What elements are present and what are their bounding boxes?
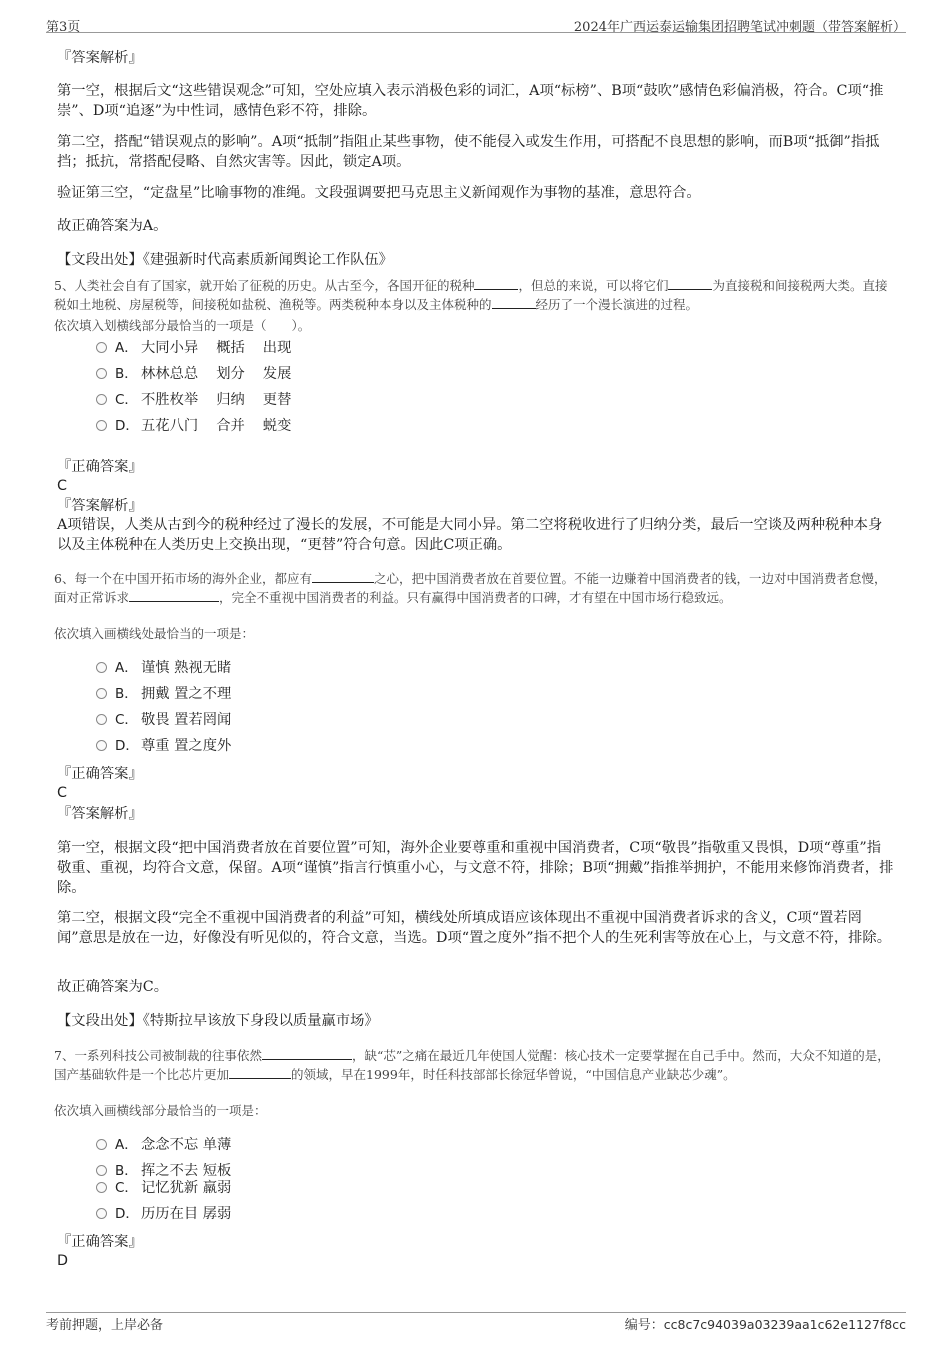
q6-blank-1 — [312, 570, 374, 583]
radio-icon[interactable] — [96, 688, 107, 699]
q5-analysis-label: 『答案解析』 — [57, 498, 143, 514]
q4-analysis-para-2: 第二空，搭配“错误观点的影响”。A项“抵制”指阻止某些事物，使不能侵入或发生作用，可搭配不良思想的影响，而B项“抵御”指抵挡；抵抗，常搭配侵略、自然灾害等。因此，锁定A项。 — [57, 134, 880, 170]
q6-option-c[interactable]: C． 敬畏 置若罔闻 — [96, 710, 231, 730]
q5-analysis: A项错误，人类从古到今的税种经过了漫长的发展，不可能是大同小异。第二空将税收进行了归纳分类，最后一空谈及两种税种本身以及主体税种在人类历史上交换出现，“更替”符合句意。因此C项正确。 — [57, 517, 883, 553]
q6-blank-2 — [129, 589, 219, 602]
page-number: 第3页 — [46, 20, 81, 35]
radio-icon[interactable] — [96, 342, 107, 353]
document-code: 编号：cc8c7c94039a03239aa1c62e1127f8cc — [624, 1317, 906, 1333]
header-divider — [46, 32, 906, 33]
q6-stem: 依次填入画横线处最恰当的一项是： — [54, 626, 255, 641]
q4-analysis-label: 『答案解析』 — [57, 50, 143, 66]
q5-blank-3 — [492, 296, 536, 309]
q5-option-d[interactable]: D． 五花八门 合并 蜕变 — [96, 416, 309, 436]
q7-blank-1 — [262, 1047, 352, 1060]
q4-analysis-para-3: 验证第三空，“定盘星”比喻事物的准绳。文段强调要把马克思主义新闻观作为事物的基准，意思符合。 — [57, 185, 701, 201]
footer-slogan: 考前押题，上岸必备 — [46, 1318, 164, 1333]
q4-analysis-para-1: 第一空，根据后文“这些错误观念”可知，空处应填入表示消极色彩的词汇，A项“标榜”、B项“鼓吹”感情色彩偏消极，符合。C项“推崇”、D项“追逐”为中性词，感情色彩不符，排除。 — [57, 83, 884, 119]
q5-blank-1 — [474, 277, 518, 290]
q4-source: 【文段出处】《建强新时代高素质新闻舆论工作队伍》 — [57, 252, 393, 268]
q6-analysis-para-2: 第二空，根据文段“完全不重视中国消费者的利益”可知，横线处所填成语应该体现出不重视中国消费者诉求的含义，C项“置若罔闻”意思是放在一边，好像没有听见似的，符合文意，当选。D项“置之度外”指不把个人的生死利害等放在心上，与文意不符，排除。 — [57, 910, 892, 946]
radio-icon[interactable] — [96, 740, 107, 751]
q5-correct-label: 『正确答案』 — [57, 459, 143, 475]
radio-icon[interactable] — [96, 368, 107, 379]
q7-option-c[interactable]: C． 记忆犹新 羸弱 — [96, 1178, 231, 1198]
q6-correct-label: 『正确答案』 — [57, 766, 143, 782]
q6-source: 【文段出处】《特斯拉早该放下身段以质量赢市场》 — [57, 1013, 379, 1029]
document-title: 2024年广西运泰运输集团招聘笔试冲刺题（带答案解析） — [573, 20, 906, 35]
q7-option-d[interactable]: D． 历历在目 孱弱 — [96, 1204, 231, 1224]
radio-icon[interactable] — [96, 662, 107, 673]
radio-icon[interactable] — [96, 394, 107, 405]
q7-stem: 依次填入画横线部分最恰当的一项是： — [54, 1103, 267, 1118]
q6-option-b[interactable]: B． 拥戴 置之不理 — [96, 684, 231, 704]
q6-analysis-label: 『答案解析』 — [57, 806, 143, 822]
q5-option-b[interactable]: B． 林林总总 划分 发展 — [96, 364, 309, 384]
q6-analysis-para-1: 第一空，根据文段“把中国消费者放在首要位置”可知，海外企业要尊重和重视中国消费者，C项“敬畏”指敬重又畏惧，D项“尊重”指敬重、重视，均符合文意，保留。A项“谨慎”指言行慎重小心，与文意不符，排除；B项“拥戴”指推举拥护，不能用来修饰消费者，排除。 — [57, 840, 894, 896]
q7-blank-2 — [229, 1066, 291, 1079]
q7-correct-label: 『正确答案』 — [57, 1234, 143, 1250]
q7-option-a[interactable]: A． 念念不忘 单薄 — [96, 1135, 231, 1155]
q6-question-text: 6、每一个在中国开拓市场的海外企业，都应有 之心，把中国消费者放在首要位置。不能一边赚着中国消费者的钱，一边对中国消费者怠慢，面对正常诉求 ，完全不重视中国消费者的利益。只有赢得中国消费者的口碑，才有望在中国市场行稳致远。 — [54, 571, 887, 605]
q7-correct-answer: D — [57, 1253, 69, 1269]
q5-stem: 依次填入划横线部分最恰当的一项是（ ）。 — [54, 318, 311, 333]
q5-correct-answer: C — [57, 478, 67, 494]
q5-option-a[interactable]: A． 大同小异 概括 出现 — [96, 338, 309, 358]
q6-option-a[interactable]: A． 谨慎 熟视无睹 — [96, 658, 231, 678]
q7-question-text: 7、一系列科技公司被制裁的往事依然 ，缺“芯”之痛在最近几年使国人觉醒：核心技术一定要掌握在自己手中。然而，大众不知道的是，国产基础软件是一个比芯片更加 的领域，早在1999年，时任科技部部长徐冠华曾说，“中国信息产业缺芯少魂”。 — [54, 1048, 890, 1082]
q7-option-b[interactable]: B． 挥之不去 短板 — [96, 1161, 231, 1181]
radio-icon[interactable] — [96, 714, 107, 725]
radio-icon[interactable] — [96, 1165, 107, 1176]
q5-blank-2 — [668, 277, 712, 290]
radio-icon[interactable] — [96, 1139, 107, 1150]
radio-icon[interactable] — [96, 420, 107, 431]
radio-icon[interactable] — [96, 1182, 107, 1193]
footer-divider — [46, 1312, 906, 1313]
q6-conclusion: 故正确答案为C。 — [57, 979, 169, 995]
q5-question-text: 5、人类社会自有了国家，就开始了征税的历史。从古至今，各国开征的税种 ，但总的来说，可以将它们 为直接税和间接税两大类。直接税如土地税、房屋税等，间接税如盐税、渔税等。两类税种本身以及主体税种的 经历了一个漫长演进的过程。 — [54, 278, 888, 312]
q6-option-d[interactable]: D． 尊重 置之度外 — [96, 736, 231, 756]
radio-icon[interactable] — [96, 1208, 107, 1219]
q6-correct-answer: C — [57, 785, 67, 801]
page-footer — [46, 1314, 906, 1333]
q4-conclusion: 故正确答案为A。 — [57, 218, 168, 234]
q5-option-c[interactable]: C． 不胜枚举 归纳 更替 — [96, 390, 309, 410]
